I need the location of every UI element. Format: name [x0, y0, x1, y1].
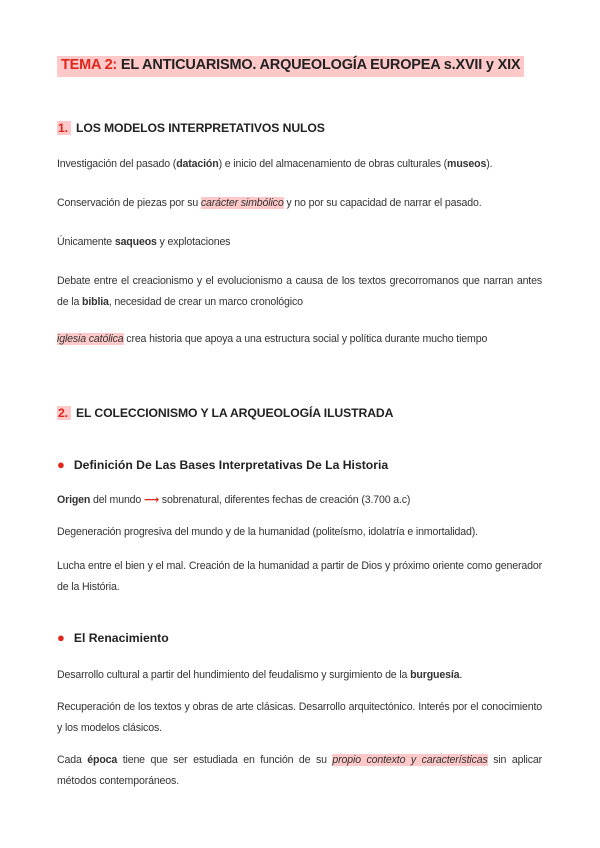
- title-number: TEMA 2:: [61, 57, 118, 73]
- subsection-renacimiento-paragraph-2: Recuperación de los textos y obras de arte clásicas. Desarrollo arquitectónico. Interés por el conocimiento y los modelos clásicos.: [57, 701, 542, 734]
- section-2-heading: [57, 406, 393, 420]
- subsection-renacimiento-heading: ● El Renacimiento: [57, 630, 169, 645]
- section-2-number: 2.: [57, 406, 71, 420]
- arrow-right-icon: ⟶: [143, 494, 160, 506]
- bullet-icon: ●: [57, 457, 65, 472]
- bullet-icon: ●: [57, 630, 65, 645]
- subsection-bases-paragraph-3: Lucha entre el bien y el mal. Creación de la humanidad a partir de Dios y próximo oriente como generador de la História.: [57, 560, 542, 593]
- section-1-paragraph-1: Investigación del pasado (datación) e inicio del almacenamiento de obras culturales (museos).: [57, 158, 493, 170]
- section-1-paragraph-4: Debate entre el creacionismo y el evolucionismo a causa de los textos grecorromanos que narran antes de la biblia, necesidad de crear un marco cronológico: [57, 275, 542, 308]
- section-1-heading: [57, 121, 325, 135]
- section-1-paragraph-3: Únicamente saqueos y explotaciones: [57, 236, 231, 248]
- section-1-title: LOS MODELOS INTERPRETATIVOS NULOS: [75, 121, 325, 135]
- subsection-bases-heading: ● Definición De Las Bases Interpretativas De La Historia: [57, 457, 389, 472]
- section-1-paragraph-5: iglesia católica crea historia que apoya a una estructura social y política durante mucho tiempo: [57, 333, 488, 345]
- section-1-number: 1.: [57, 121, 71, 135]
- title-text: EL ANTICUARISMO. ARQUEOLOGÍA EUROPEA s.XVII y XIX: [117, 57, 521, 73]
- subsection-bases-paragraph-2: Degeneración progresiva del mundo y de la humanidad (politeísmo, idolatría e inmortalidad).: [57, 526, 478, 538]
- subsection-renacimiento-paragraph-3: Cada época tiene que ser estudiada en función de su propio contexto y características sin aplicar métodos contemporáneos.: [57, 754, 542, 787]
- subsection-bases-paragraph-1: Origen del mundo ⟶ sobrenatural, diferentes fechas de creación (3.700 a.c): [57, 494, 411, 506]
- subsection-renacimiento-paragraph-1: Desarrollo cultural a partir del hundimiento del feudalismo y surgimiento de la burguesía.: [57, 669, 463, 681]
- section-2-title: EL COLECCIONISMO Y LA ARQUEOLOGÍA ILUSTRADA: [75, 406, 394, 420]
- document-title: [57, 56, 524, 77]
- section-1-paragraph-2: Conservación de piezas por su carácter simbólico y no por su capacidad de narrar el pasado.: [57, 197, 482, 209]
